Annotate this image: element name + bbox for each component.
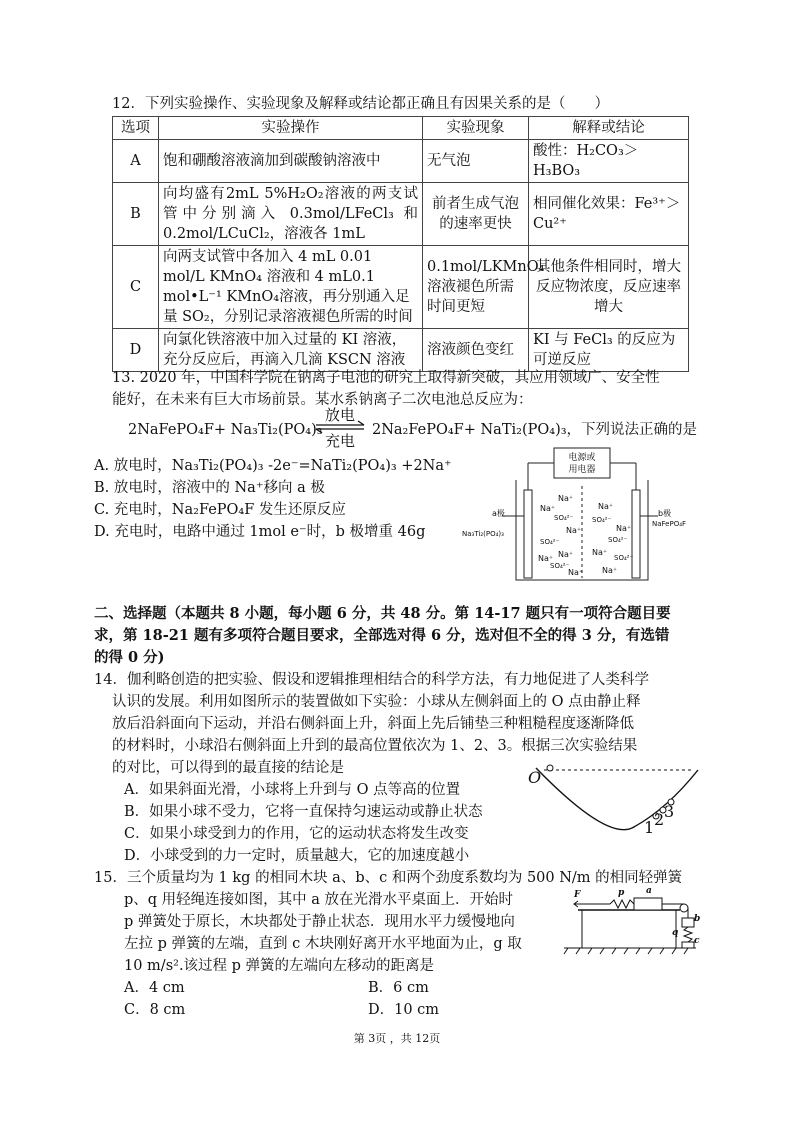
ion-na: Na⁺ xyxy=(568,568,584,577)
electrode-b-label: b极 xyxy=(658,509,672,518)
point-1-label: 1 xyxy=(644,818,655,837)
ion-na: Na⁺ xyxy=(602,566,618,575)
q13-eq-left: 2NaFePO₄F+ Na₃Ti₂(PO₄)₃ xyxy=(128,422,323,438)
table-row xyxy=(113,183,689,246)
row-conclusion: 相同催化效果：Fe³⁺＞Cu²⁺ xyxy=(529,183,689,246)
q13-option-c: C. 充电时，Na₂FePO₄F 发生还原反应 xyxy=(94,502,346,518)
q13-option-a: A. 放电时，Na₃Ti₂(PO₄)₃ -2e⁻=NaTi₂(PO₄)₃ +2Na⁺ xyxy=(94,458,452,474)
header-option: 选项 xyxy=(113,117,159,140)
table-header-row xyxy=(113,117,689,140)
q14-option-c: C．如果小球受到力的作用，它的运动状态将发生改变 xyxy=(124,826,469,842)
ion-na: Na⁺ xyxy=(566,526,582,535)
q15-option-c: C．8 cm xyxy=(124,1002,186,1018)
row-option: B xyxy=(113,183,159,246)
q12-table xyxy=(112,116,689,372)
ion-so4: SO₄²⁻ xyxy=(550,562,570,570)
point-2-label: 2 xyxy=(654,810,665,829)
q15-option-a: A．4 cm xyxy=(124,980,185,996)
device-label: 电源或 xyxy=(568,453,596,463)
q12-title: 12．下列实验操作、实验现象及解释或结论都正确且有因果关系的是（ ） xyxy=(112,96,609,112)
ion-so4: SO₄²⁻ xyxy=(540,538,560,546)
spring-figure xyxy=(560,880,700,956)
table-row xyxy=(113,140,689,183)
spring-diagram-icon xyxy=(560,880,700,956)
block-b-label: b xyxy=(694,914,701,924)
q14-line4: 的材料时，小球沿右侧斜面上升到的最高位置依次为 1、2、3。根据三次实验结果 xyxy=(112,738,638,754)
ion-so4: SO₄²⁻ xyxy=(608,536,628,544)
row-operation: 向均盛有2mL 5%H₂O₂溶液的两支试管中分别滴入 0.3mol/LFeCl₃ 和 0.2mol/LCuCl₂，溶液各 1mL xyxy=(159,183,423,246)
ion-so4: SO₄²⁻ xyxy=(554,514,574,522)
section2-line1: 二、选择题（本题共 8 小题，每小题 6 分，共 48 分。第 14-17 题只有一项符合题目要 xyxy=(94,605,671,622)
q14-option-b: B．如果小球不受力，它将一直保持匀速运动或静止状态 xyxy=(124,804,483,820)
q15-line4: 左拉 p 弹簧的左端，直到 c 木块刚好离开水平地面为止，g 取 xyxy=(124,936,522,952)
ion-so4: SO₄²⁻ xyxy=(592,516,612,524)
ion-so4: SO₄²⁻ xyxy=(614,554,634,562)
q13-eq-arrow xyxy=(312,404,368,450)
row-option: A xyxy=(113,140,159,183)
q13-line1: 13. 2020 年，中国科学院在钠离子电池的研究上取得新突破，其应用领域广、安全性 xyxy=(112,370,660,386)
row-operation: 向两支试管中各加入 4 mL 0.01 mol/L KMnO₄ 溶液和 4 mL0.1 mol•L⁻¹ KMnO₄溶液，再分别通入足量 SO₂，分别记录溶液褪色所需的时间 xyxy=(159,246,423,329)
block-a-label: a xyxy=(646,886,652,896)
ion-na: Na⁺ xyxy=(558,494,574,503)
electrode-a-label: a极 xyxy=(492,509,505,518)
row-operation: 饱和硼酸溶液滴加到碳酸钠溶液中 xyxy=(159,140,423,183)
q14-line2: 认识的发展。利用如图所示的装置做如下实验：小球从左侧斜面上的 O 点由静止释 xyxy=(112,694,641,710)
incline-diagram-icon xyxy=(526,760,702,842)
device-label-2: 用电器 xyxy=(568,465,596,475)
row-phenomenon: 0.1mol/LKMnO₄ 溶液褪色所需时间更短 xyxy=(423,246,529,329)
q15-line2: p、q 用轻绳连接如图，其中 a 放在光滑水平桌面上．开始时 xyxy=(124,892,514,908)
ion-na: Na⁺ xyxy=(598,502,614,511)
q15-line5: 10 m/s².该过程 p 弹簧的左端向左移动的距离是 xyxy=(124,958,435,974)
q13-option-d: D. 充电时，电路中通过 1mol e⁻时，b 极增重 46g xyxy=(94,524,426,540)
table-row xyxy=(113,246,689,329)
spring-q-label: q xyxy=(672,928,679,938)
q14-line5: 的对比，可以得到的最直接的结论是 xyxy=(112,760,344,776)
header-operation: 实验操作 xyxy=(159,117,423,140)
point-3-label: 3 xyxy=(664,802,675,821)
page-footer: 第 3页 ，共 12页 xyxy=(353,1032,441,1045)
force-f-label: F xyxy=(574,890,581,900)
ion-na: Na⁺ xyxy=(540,504,556,513)
ion-na: Na⁺ xyxy=(592,548,608,557)
electrode-a-material: Na₃Ti₂(PO₄)₃ xyxy=(462,530,504,538)
row-phenomenon: 前者生成气泡的速率更快 xyxy=(423,183,529,246)
row-conclusion: 酸性：H₂CO₃＞H₃BO₃ xyxy=(529,140,689,183)
header-phenomenon: 实验现象 xyxy=(423,117,529,140)
row-option: C xyxy=(113,246,159,329)
q14-line1: 14．伽利略创造的把实验、假设和逻辑推理相结合的科学方法，有力地促进了人类科学 xyxy=(94,672,649,688)
ion-na: Na⁺ xyxy=(616,524,632,533)
q14-line3: 放后沿斜面向下运动，并沿右侧斜面上升，斜面上先后铺垫三种粗糙程度逐渐降低 xyxy=(112,716,634,732)
header-conclusion: 解释或结论 xyxy=(529,117,689,140)
row-operation: 向氯化铁溶液中加入过量的 KI 溶液，充分反应后，再滴入几滴 KSCN 溶液 xyxy=(159,329,423,372)
ion-na: Na⁺ xyxy=(558,550,574,559)
q14-option-a: A．如果斜面光滑，小球将上升到与 O 点等高的位置 xyxy=(124,782,461,798)
electrode-b-material: NaFePO₄F xyxy=(652,520,687,528)
q15-option-b: B．6 cm xyxy=(368,980,429,996)
q15-option-d: D．10 cm xyxy=(368,1002,440,1018)
eq-discharge-label: 放电 xyxy=(324,406,355,424)
spring-p-label: p xyxy=(618,888,625,898)
ion-na: Na⁺ xyxy=(538,554,554,563)
block-c-label: c xyxy=(694,936,700,946)
row-option: D xyxy=(113,329,159,372)
eq-charge-label: 充电 xyxy=(324,432,355,450)
q13-line2: 能好，在未来有巨大市场前景。某水系钠离子二次电池总反应为： xyxy=(112,392,533,408)
row-phenomenon: 无气泡 xyxy=(423,140,529,183)
q13-eq-right: 2Na₂FePO₄F+ NaTi₂(PO₄)₃，下列说法正确的是 xyxy=(372,422,698,438)
q15-line1: 15．三个质量均为 1 kg 的相同木块 a、b、c 和两个劲度系数均为 500 N/m 的相同轻弹簧 xyxy=(94,870,683,886)
q13-option-b: B. 放电时，溶液中的 Na⁺移向 a 极 xyxy=(94,480,325,496)
incline-figure xyxy=(526,760,702,842)
point-o-label: O xyxy=(528,768,542,787)
row-conclusion: KI 与 FeCl₃ 的反应为可逆反应 xyxy=(529,329,689,372)
battery-figure xyxy=(462,446,694,586)
q15-line3: p 弹簧处于原长，木块都处于静止状态．现用水平力缓慢地向 xyxy=(124,914,515,930)
q14-option-d: D．小球受到的力一定时，质量越大，它的加速度越小 xyxy=(124,848,470,864)
section2-line2: 求，第 18-21 题有多项符合题目要求，全部选对得 6 分，选对但不全的得 3 分，有选错 xyxy=(94,627,670,644)
table-row xyxy=(113,329,689,372)
row-conclusion: 其他条件相同时，增大反应物浓度，反应速率增大 xyxy=(529,246,689,329)
row-phenomenon: 溶液颜色变红 xyxy=(423,329,529,372)
section2-line3: 的得 0 分) xyxy=(94,649,165,666)
